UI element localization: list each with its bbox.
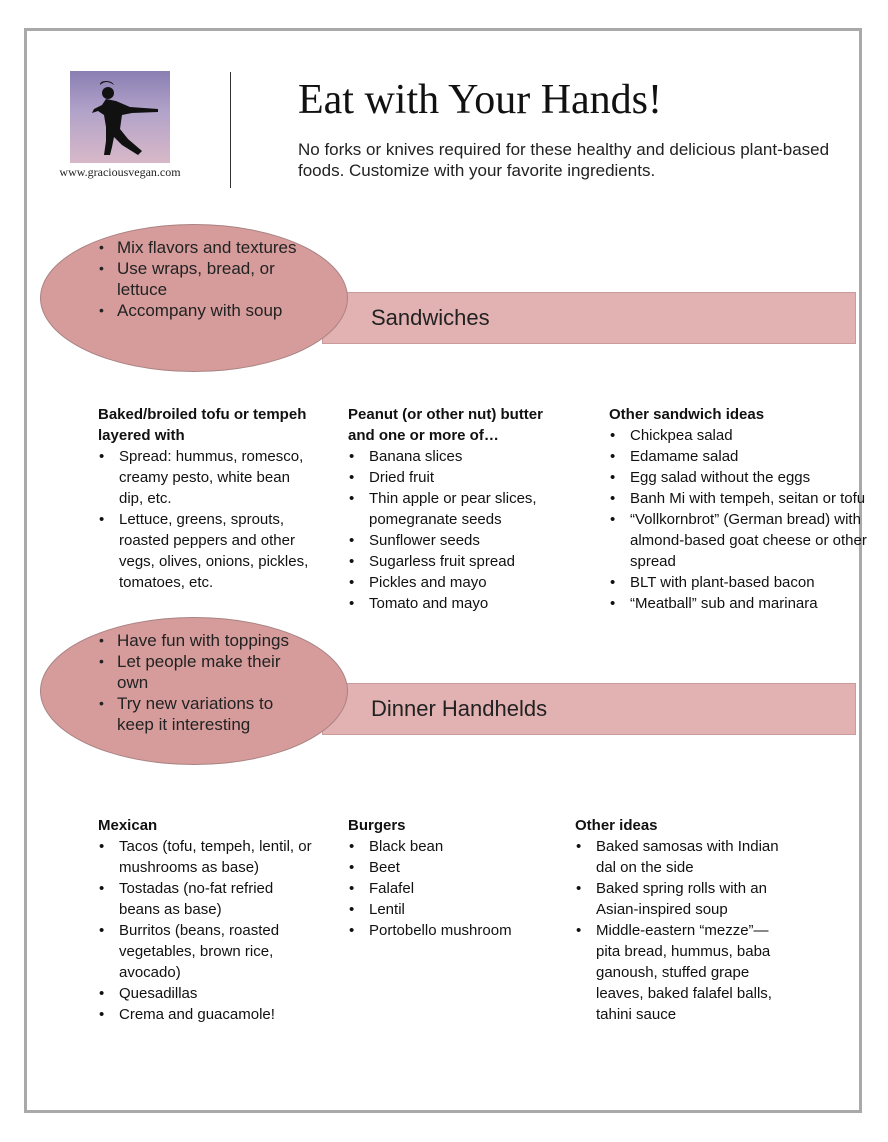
list-item: • Chickpea salad — [609, 425, 867, 446]
list-item: • Baked spring rolls with an Asian-inspired soup — [575, 878, 790, 920]
page-title: Eat with Your Hands! — [298, 77, 662, 123]
column-heading: Other ideas — [575, 817, 658, 834]
list-item: • Lettuce, greens, sprouts, roasted peppers and other vegs, olives, onions, pickles, tomatoes, etc. — [98, 509, 313, 593]
list-item: • “Vollkornbrot” (German bread) with almond-based goat cheese or other spread — [609, 509, 867, 572]
sandwiches-banner — [322, 292, 856, 344]
list-item: • BLT with plant-based bacon — [609, 572, 867, 593]
list-item: • Baked samosas with Indian dal on the side — [575, 836, 790, 878]
dinner-tips-bubble — [40, 617, 348, 765]
list-item: • Dried fruit — [348, 467, 573, 488]
column-heading: Other sandwich ideas — [609, 406, 765, 423]
list-item: • Lentil — [348, 899, 548, 920]
other-ideas-column — [575, 815, 790, 1025]
tip-item: • Mix flavors and textures — [97, 237, 307, 258]
tofu-tempeh-column — [98, 404, 313, 593]
page-subtitle: No forks or knives required for these healthy and delicious plant-based foods. Customize with your favorite ingredients. — [298, 140, 830, 180]
header-divider — [230, 72, 231, 188]
list-item: • Portobello mushroom — [348, 920, 548, 941]
list-item: • Spread: hummus, romesco, creamy pesto, white bean dip, etc. — [98, 446, 313, 509]
banner-label: Dinner Handhelds — [371, 696, 548, 721]
list-item: • Sunflower seeds — [348, 530, 573, 551]
list-item: • Banh Mi with tempeh, seitan or tofu — [609, 488, 867, 509]
list-item: • Black bean — [348, 836, 548, 857]
list-item: • Burritos (beans, roasted vegetables, brown rice, avocado) — [98, 920, 313, 983]
column-list — [98, 446, 313, 593]
column-heading: Burgers — [348, 817, 406, 834]
tips-list — [97, 237, 307, 321]
tip-item: • Use wraps, bread, or lettuce — [97, 258, 307, 300]
list-item: • Pickles and mayo — [348, 572, 573, 593]
sandwiches-tips-bubble — [40, 224, 348, 372]
banner-label: Sandwiches — [371, 305, 490, 330]
column-list — [98, 836, 313, 1025]
jumping-person-icon — [70, 71, 170, 163]
tip-item: • Try new variations to keep it interesting — [97, 693, 307, 735]
tips-list — [97, 630, 307, 735]
list-item: • Edamame salad — [609, 446, 867, 467]
list-item: • “Meatball” sub and marinara — [609, 593, 867, 614]
list-item: • Banana slices — [348, 446, 573, 467]
list-item: • Sugarless fruit spread — [348, 551, 573, 572]
list-item: • Beet — [348, 857, 548, 878]
list-item: • Thin apple or pear slices, pomegranate seeds — [348, 488, 573, 530]
list-item: • Middle-eastern “mezze”—pita bread, hummus, baba ganoush, stuffed grape leaves, baked falafel balls, tahini sauce — [575, 920, 790, 1025]
column-heading: Peanut (or other nut) butter and one or more of… — [348, 406, 543, 444]
column-heading: Baked/broiled tofu or tempeh layered with — [98, 406, 307, 444]
list-item: • Falafel — [348, 878, 548, 899]
dinner-handhelds-banner — [322, 683, 856, 735]
nut-butter-column — [348, 404, 573, 614]
list-item: • Tostadas (no-fat refried beans as base) — [98, 878, 313, 920]
logo-image — [70, 71, 170, 163]
tip-item: • Let people make their own — [97, 651, 307, 693]
column-list — [575, 836, 790, 1025]
tip-item: • Have fun with toppings — [97, 630, 307, 651]
column-list — [609, 425, 867, 614]
burgers-column — [348, 815, 548, 941]
mexican-column — [98, 815, 313, 1025]
tip-item: • Accompany with soup — [97, 300, 307, 321]
list-item: • Tomato and mayo — [348, 593, 573, 614]
list-item: • Tacos (tofu, tempeh, lentil, or mushrooms as base) — [98, 836, 313, 878]
list-item: • Egg salad without the eggs — [609, 467, 867, 488]
logo-url[interactable]: www.graciousvegan.com — [59, 165, 181, 179]
column-list — [348, 836, 548, 941]
list-item: • Crema and guacamole! — [98, 1004, 313, 1025]
other-sandwich-column — [609, 404, 867, 614]
list-item: • Quesadillas — [98, 983, 313, 1004]
column-heading: Mexican — [98, 817, 158, 834]
column-list — [348, 446, 573, 614]
